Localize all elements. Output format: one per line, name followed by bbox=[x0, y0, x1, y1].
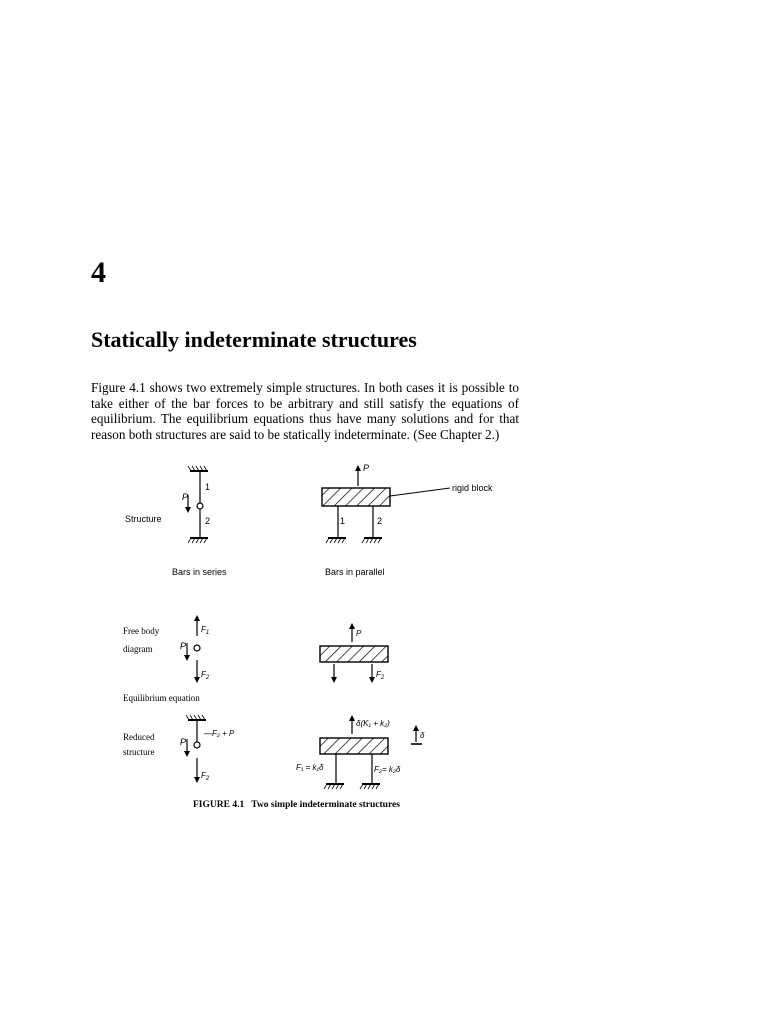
reduced-parallel-force-label: δ(K₁ + k₂) bbox=[356, 719, 390, 728]
bar-2-label: 2 bbox=[205, 516, 211, 526]
parallel-reduced-diagram bbox=[296, 718, 425, 789]
bar-1-label: 1 bbox=[340, 516, 346, 526]
load-label: P bbox=[182, 492, 189, 502]
delta-label: δ bbox=[420, 731, 425, 740]
rigid-block-label: rigid block bbox=[452, 483, 493, 493]
row-label-reduced-1: Reduced bbox=[123, 732, 155, 742]
f2-label: $F_2$ bbox=[201, 670, 210, 681]
row-label-free-body-1: Free body bbox=[123, 626, 160, 636]
load-label: P bbox=[356, 629, 362, 638]
f1-label: $F_1$ bbox=[201, 625, 210, 636]
load-label: P bbox=[180, 737, 187, 747]
f1-equation-label: F₁ = k₁δ bbox=[296, 763, 324, 772]
parallel-free-body-diagram bbox=[320, 626, 388, 681]
f2-label: $F_2$ bbox=[201, 771, 210, 782]
intro-paragraph: Figure 4.1 shows two extremely simple structures. In both cases it is possible to take either of the bar forces to be arbitrary and still satisfy the equations of equilibrium. The equilibrium equations thus have many solutions and for that reason both structures are said to be statically indeterminate. (See Chapter 2.) bbox=[91, 380, 519, 442]
series-structure-diagram bbox=[182, 466, 210, 543]
chapter-title: Statically indeterminate structures bbox=[91, 327, 417, 352]
equilibrium-equation-label: Equilibrium equation bbox=[123, 693, 200, 703]
figure-caption: FIGURE 4.1 Two simple indeterminate structures bbox=[193, 800, 400, 810]
figure-4-1 bbox=[110, 458, 530, 828]
load-label: P bbox=[363, 463, 370, 473]
f2-label: $F_2$ bbox=[376, 670, 385, 681]
row-label-free-body-2: diagram bbox=[123, 644, 153, 654]
series-free-body-diagram bbox=[180, 618, 210, 681]
row-label-reduced-2: structure bbox=[123, 747, 155, 757]
bar-1-label: 1 bbox=[205, 482, 211, 492]
chapter-number: 4 bbox=[91, 256, 106, 289]
parallel-structure-diagram bbox=[322, 463, 493, 543]
series-caption: Bars in series bbox=[172, 567, 227, 577]
bar-2-label: 2 bbox=[377, 516, 383, 526]
parallel-caption: Bars in parallel bbox=[325, 567, 385, 577]
reduced-series-force-label: —F₂ + P bbox=[204, 729, 235, 738]
load-label: P bbox=[180, 641, 187, 651]
series-reduced-diagram bbox=[180, 715, 235, 782]
f2-equation-label: F₂= k₂δ bbox=[374, 765, 401, 774]
row-label-structure: Structure bbox=[125, 514, 162, 524]
